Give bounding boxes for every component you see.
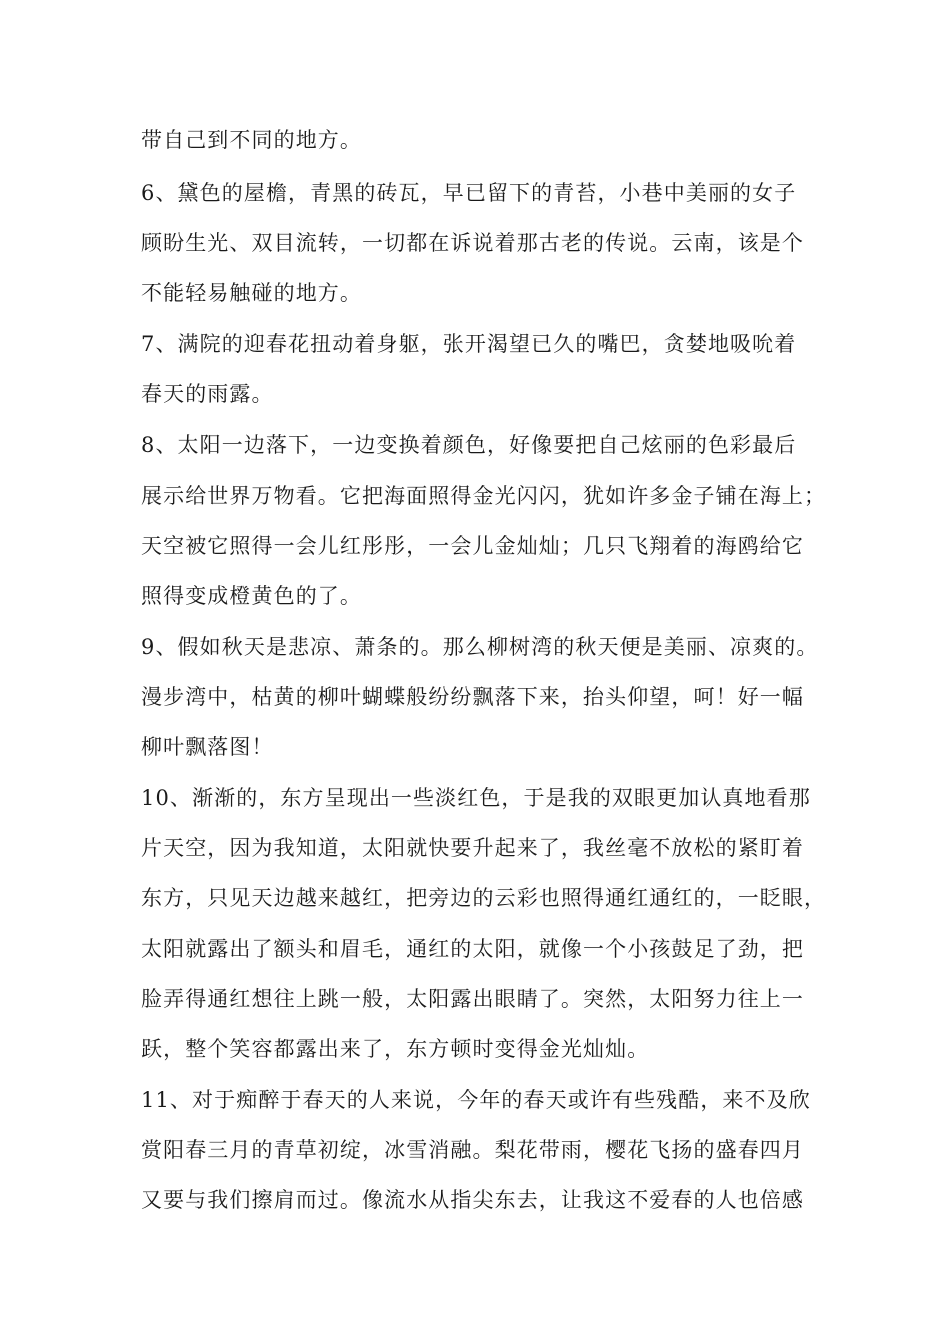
text-line: 又要与我们擦肩而过。像流水从指尖东去，让我这不爱春的人也倍感 (141, 1188, 804, 1212)
text-line: 顾盼生光、双目流转，一切都在诉说着那古老的传说。云南，该是个 (141, 231, 804, 255)
text-line: 7、满院的迎春花扭动着身躯，张开渴望已久的嘴巴，贪婪地吸吮着 (141, 332, 797, 356)
text-line: 春天的雨露。 (141, 382, 274, 406)
text-line: 展示给世界万物看。它把海面照得金光闪闪，犹如许多金子铺在海上； (141, 484, 827, 508)
text-line: 照得变成橙黄色的了。 (141, 584, 362, 608)
text-line: 9、假如秋天是悲凉、萧条的。那么柳树湾的秋天便是美丽、凉爽的。 (141, 635, 819, 659)
text-line: 6、黛色的屋檐，青黑的砖瓦，早已留下的青苔，小巷中美丽的女子 (141, 181, 797, 205)
text-line: 10、渐渐的，东方呈现出一些淡红色，于是我的双眼更加认真地看那 (141, 786, 811, 810)
text-line: 东方，只见天边越来越红，把旁边的云彩也照得通红通红的，一眨眼， (141, 886, 827, 910)
text-line: 柳叶飘落图！ (141, 735, 274, 759)
text-line: 脸弄得通红想往上跳一般，太阳露出眼睛了。突然，太阳努力往上一 (141, 987, 804, 1011)
text-line: 跃，整个笑容都露出来了，东方顿时变得金光灿灿。 (141, 1037, 650, 1061)
text-line: 太阳就露出了额头和眉毛，通红的太阳，就像一个小孩鼓足了劲，把 (141, 937, 804, 961)
text-line: 不能轻易触碰的地方。 (141, 281, 362, 305)
text-line: 漫步湾中，枯黄的柳叶蝴蝶般纷纷飘落下来，抬头仰望，呵！好一幅 (141, 685, 804, 709)
text-line: 赏阳春三月的青草初绽，冰雪消融。梨花带雨，樱花飞扬的盛春四月 (141, 1138, 804, 1162)
text-line: 片天空，因为我知道，太阳就快要升起来了，我丝毫不放松的紧盯着 (141, 836, 804, 860)
text-line: 8、太阳一边落下，一边变换着颜色，好像要把自己炫丽的色彩最后 (141, 433, 797, 457)
text-line: 天空被它照得一会儿红彤彤，一会儿金灿灿；几只飞翔着的海鸥给它 (141, 534, 804, 558)
text-line: 11、对于痴醉于春天的人来说，今年的春天或许有些残酷，来不及欣 (141, 1088, 811, 1112)
text-line: 带自己到不同的地方。 (141, 128, 362, 152)
